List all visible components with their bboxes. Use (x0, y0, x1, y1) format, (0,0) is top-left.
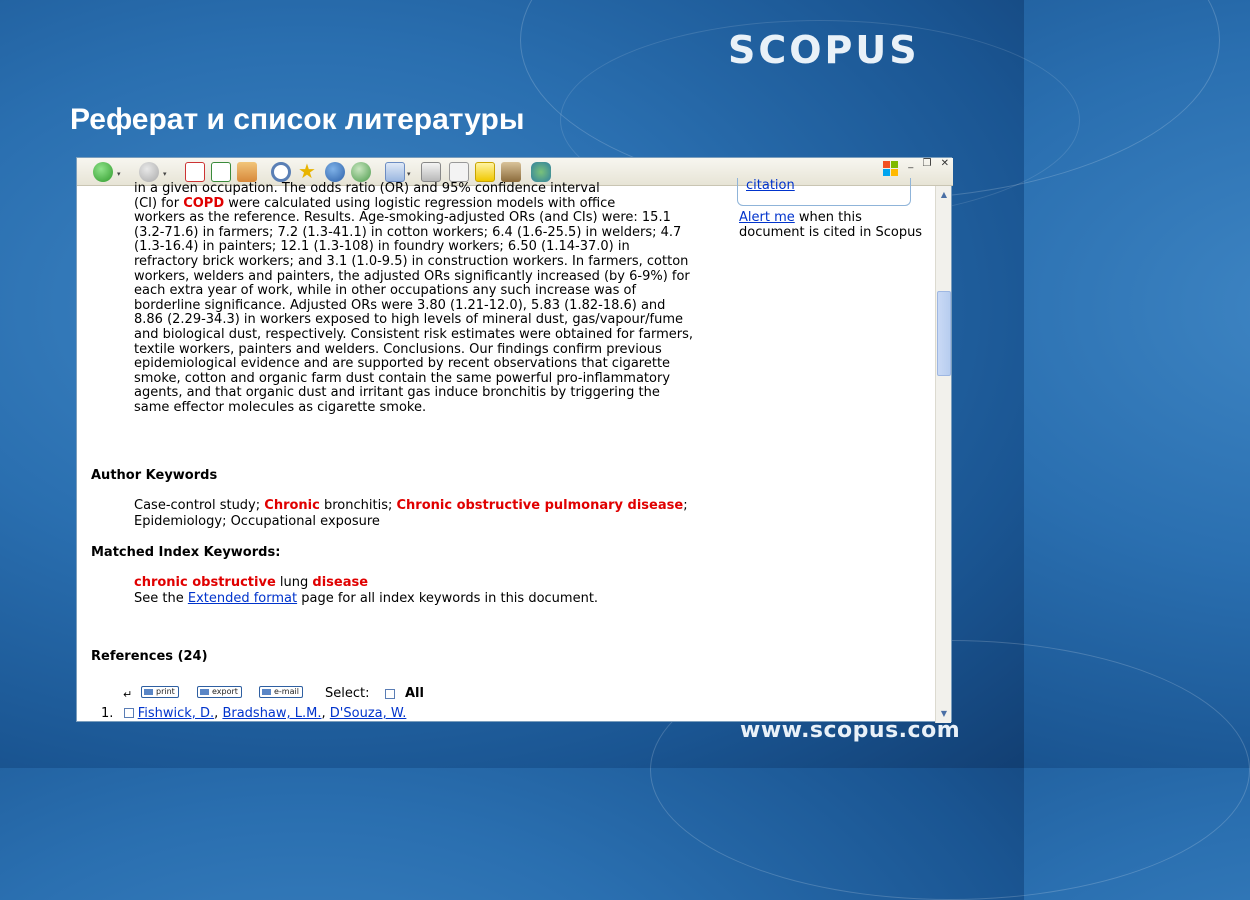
keyword-text: bronchitis; (319, 498, 397, 513)
separator: , (214, 706, 223, 721)
separator: , (321, 706, 330, 721)
favorites-icon[interactable]: ★ (298, 159, 316, 183)
scrollbar-thumb[interactable] (937, 291, 951, 376)
reference-row (101, 706, 661, 722)
media-icon[interactable] (325, 162, 345, 182)
return-arrow-icon: ↵ (123, 688, 133, 701)
print-label: print (156, 687, 175, 696)
author-link[interactable]: D'Souza, W. (329, 706, 407, 721)
mail-icon[interactable] (385, 162, 405, 182)
abstract-line (134, 197, 694, 212)
author-keywords-heading: Author Keywords (91, 468, 218, 483)
browser-window (76, 157, 952, 722)
reference-checkbox[interactable] (124, 708, 134, 718)
home-icon[interactable] (237, 162, 257, 182)
scroll-up-icon[interactable]: ▲ (940, 190, 948, 199)
close-button[interactable]: ✕ (940, 158, 949, 169)
keyword-highlight: disease (312, 575, 369, 590)
minimize-button[interactable]: _ (908, 158, 914, 169)
citation-box (737, 178, 911, 206)
refresh-icon[interactable] (211, 162, 231, 182)
all-label: All (405, 686, 424, 701)
history-icon[interactable] (351, 162, 371, 182)
references-actions (123, 686, 683, 702)
tools-icon[interactable] (501, 162, 521, 182)
page-content (77, 178, 937, 723)
citation-link[interactable]: citation (746, 178, 795, 193)
vertical-scrollbar[interactable] (935, 186, 951, 723)
back-icon[interactable] (93, 162, 113, 182)
back-dropdown-icon[interactable]: ▾ (117, 170, 121, 178)
alert-block (739, 210, 924, 240)
forward-dropdown-icon[interactable]: ▾ (163, 170, 167, 178)
slide-title: Реферат и список литературы (70, 103, 525, 136)
reference-number: 1. (101, 706, 114, 721)
extended-format-link[interactable]: Extended format (187, 591, 298, 606)
abstract-text (134, 182, 694, 416)
select-all-checkbox[interactable] (385, 689, 395, 699)
export-label: export (212, 687, 238, 696)
abstract-body: workers as the reference. Results. Age-smoking-adjusted ORs (and CIs) were: 15.1 (3.2-71.6) in farmers; 7.2 (1.3-41.1) in cotton workers; 6.4 (1.6-25.5) in welders; 4.7 (1.3-16.4) in painters; 12.1 (1.3-108) in foundry workers; 6.50 (1.14-37.0) in refractory brick workers; and 3.1 (1.0-9.5) in construction workers. In farmers, cotton workers, welders and painters, the adjusted ORs significantly increased (by 6-9%) for each extra year of work, while in other occupations any such increase was of borderline significance. Adjusted ORs were 3.80 (1.21-12.0), 5.83 (1.82-18.6) and 8.86 (2.29-34.3) in workers exposed to high levels of mineral dust, gas/vapour/fume and biological dust, respectively. Consistent risk estimates were obtained for farmers, textile workers, painters and welders. Conclusions. Our findings confirm previous epidemiological evidence and are supported by recent observations that cigarette smoke, cotton and organic farm dust contain the same powerful pro-inflammatory agents, and that organic dust and irritant gas induce bronchitis by triggering the same effector molecules as cigarette smoke. (134, 210, 694, 415)
extended-format-note (134, 591, 704, 607)
keyword-highlight: Chronic (264, 498, 320, 513)
author-keywords-list (134, 498, 704, 530)
export-icon (200, 689, 209, 695)
edit-icon[interactable] (449, 162, 469, 182)
note-text: page for all index keywords in this document. (297, 591, 599, 606)
keyword-text: ; Epidemiology; Occupational exposure (134, 498, 688, 529)
select-label: Select: (325, 686, 370, 701)
envelope-icon (262, 689, 271, 695)
alert-text: when this document is cited in Scopus (739, 210, 923, 240)
scroll-down-icon[interactable]: ▼ (940, 709, 948, 718)
messenger-icon[interactable] (531, 162, 551, 182)
keyword-highlight: Chronic obstructive pulmonary disease (396, 498, 684, 513)
note-text: See the (134, 591, 188, 606)
abstract-line: in a given occupation. The odds ratio (OR) and 95% confidence interval (134, 181, 600, 196)
highlight-copd: COPD (183, 195, 225, 211)
references-heading: References (24) (91, 649, 208, 664)
alert-me-link[interactable]: Alert me (739, 210, 795, 225)
index-keywords-heading: Matched Index Keywords: (91, 545, 281, 560)
print-button[interactable] (141, 686, 179, 698)
footer-url: www.scopus.com (740, 718, 961, 743)
author-link[interactable]: Fishwick, D. (137, 706, 215, 721)
export-button[interactable] (197, 686, 242, 698)
forward-icon[interactable] (139, 162, 159, 182)
print-icon[interactable] (421, 162, 441, 182)
restore-button[interactable]: ❐ (922, 158, 932, 169)
email-label: e-mail (274, 687, 299, 696)
printer-icon (144, 689, 153, 695)
author-link[interactable]: Bradshaw, L.M. (222, 706, 322, 721)
window-controls (902, 158, 949, 169)
abstract-text-fragment: were calculated using logistic regression models with office (224, 195, 616, 211)
index-keywords-list (134, 575, 704, 591)
email-button[interactable] (259, 686, 303, 698)
keyword-text: lung (275, 575, 313, 590)
scopus-logo: SCOPUS (728, 28, 920, 72)
keyword-highlight: chronic obstructive (134, 575, 276, 590)
windows-logo-icon (881, 160, 901, 178)
abstract-text-fragment: (CI) for (134, 195, 184, 211)
search-icon[interactable] (271, 162, 291, 182)
keyword-text: Case-control study; (134, 498, 265, 513)
stop-icon[interactable] (185, 162, 205, 182)
folder-icon[interactable] (475, 162, 495, 182)
mail-dropdown-icon[interactable]: ▾ (407, 170, 411, 178)
